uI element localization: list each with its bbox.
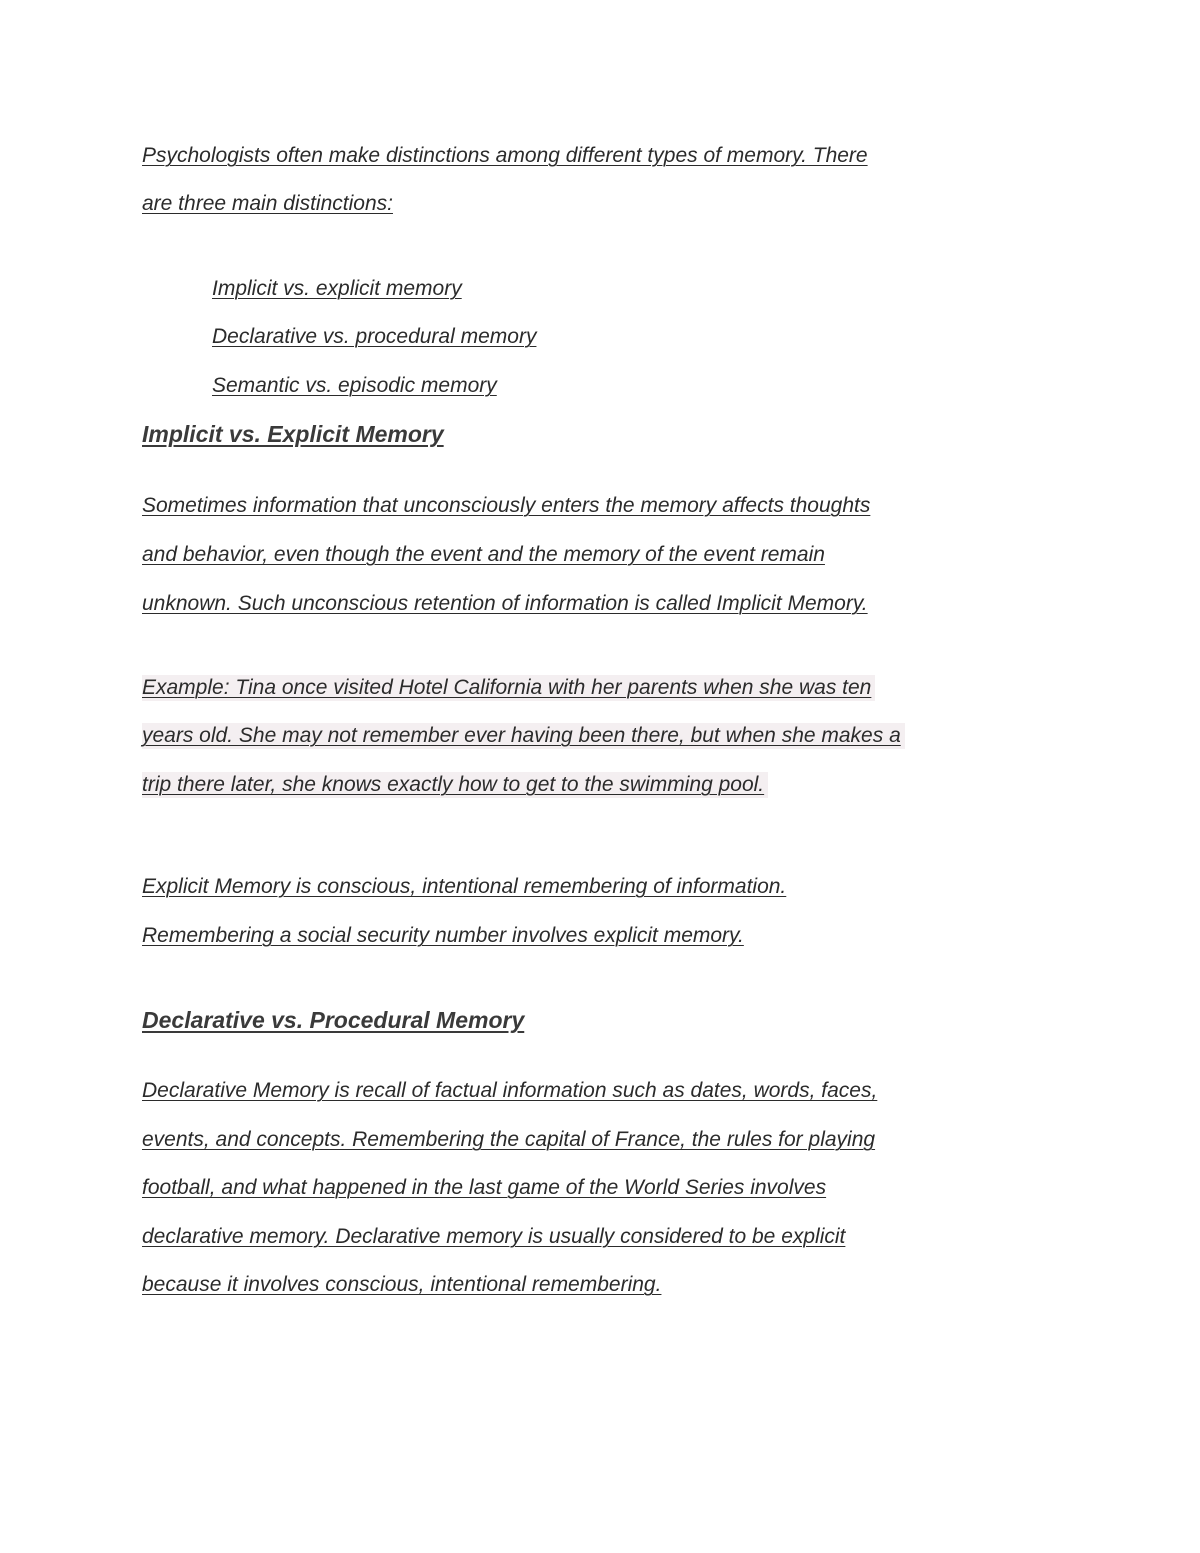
declarative-paragraph-line-2: events, and concepts. Remembering the capital of France, the rules for playing — [142, 1128, 876, 1151]
declarative-paragraph-line-4: declarative memory. Declarative memory is usually considered to be explicit — [142, 1225, 846, 1248]
example-line-1: Example: Tina once visited Hotel California with her parents when she was ten — [142, 675, 875, 701]
declarative-paragraph-line-1: Declarative Memory is recall of factual information such as dates, words, faces, — [142, 1079, 878, 1102]
implicit-paragraph-line-2: and behavior, even though the event and the memory of the event remain — [142, 543, 825, 566]
example-line-3: trip there later, she knows exactly how to get to the swimming pool. — [142, 772, 768, 798]
example-line-2: years old. She may not remember ever having been there, but when she makes a — [142, 723, 905, 749]
explicit-paragraph-line-2: Remembering a social security number involves explicit memory. — [142, 924, 744, 947]
distinction-item-implicit-explicit: Implicit vs. explicit memory — [212, 277, 462, 300]
section-heading-implicit-explicit: Implicit vs. Explicit Memory — [142, 421, 444, 447]
distinction-item-semantic-episodic: Semantic vs. episodic memory — [212, 374, 497, 397]
intro-line-2: are three main distinctions: — [142, 192, 393, 215]
section-heading-declarative-procedural: Declarative vs. Procedural Memory — [142, 1007, 525, 1033]
distinction-item-declarative-procedural: Declarative vs. procedural memory — [212, 325, 537, 348]
implicit-paragraph-line-3: unknown. Such unconscious retention of information is called Implicit Memory. — [142, 592, 868, 615]
intro-line-1: Psychologists often make distinctions among different types of memory. There — [142, 144, 868, 167]
declarative-paragraph-line-3: football, and what happened in the last game of the World Series involves — [142, 1176, 827, 1199]
implicit-paragraph-line-1: Sometimes information that unconsciously enters the memory affects thoughts — [142, 494, 871, 517]
explicit-paragraph-line-1: Explicit Memory is conscious, intentional remembering of information. — [142, 875, 787, 898]
declarative-paragraph-line-5: because it involves conscious, intentional remembering. — [142, 1273, 662, 1296]
